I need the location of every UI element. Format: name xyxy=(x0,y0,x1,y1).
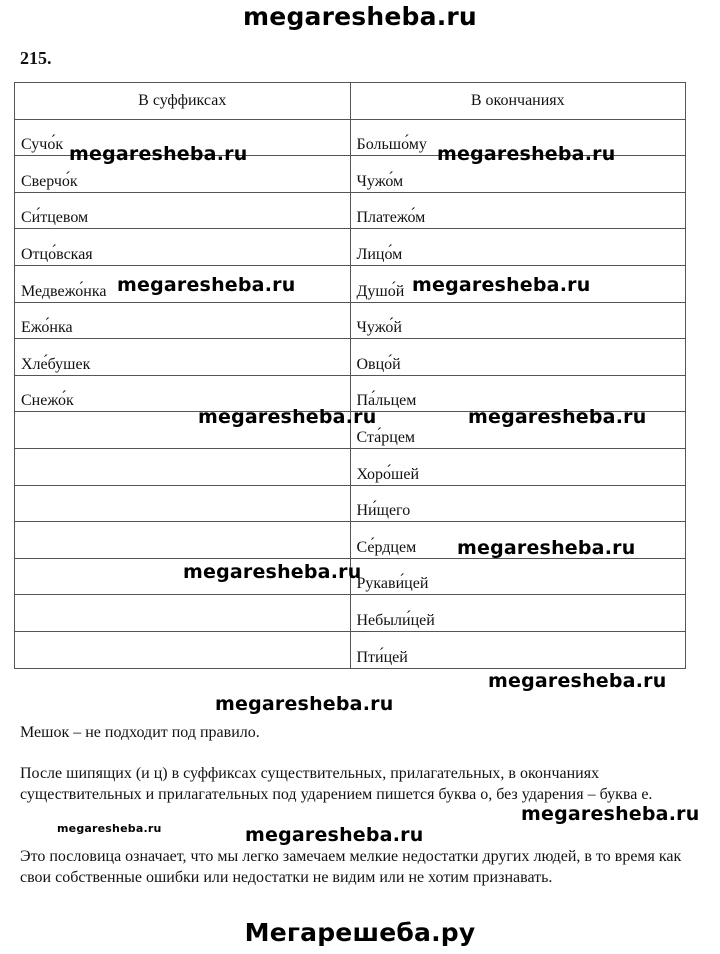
suffix-cell: Снежо́к xyxy=(15,375,351,412)
watermark-overlay: megaresheba.ru xyxy=(412,274,591,296)
watermark-overlay: megaresheba.ru xyxy=(521,803,700,825)
suffix-cell xyxy=(15,595,351,632)
table-row xyxy=(15,302,686,339)
suffix-cell: Сучо́к xyxy=(15,119,351,156)
table-row xyxy=(15,339,686,376)
ending-cell: Ста́рцем xyxy=(350,412,686,449)
ending-cell: Ни́щего xyxy=(350,485,686,522)
footer-brand: Мегарешеба.ру xyxy=(244,918,476,947)
suffix-cell: Си́тцевом xyxy=(15,192,351,229)
ending-cell: Па́льцем xyxy=(350,375,686,412)
ending-cell: Лицо́м xyxy=(350,229,686,266)
suffix-cell: Медвежо́нка xyxy=(15,265,351,302)
suffix-cell: Отцо́вская xyxy=(15,229,351,266)
suffix-cell xyxy=(15,631,351,668)
watermark-overlay: megaresheba.ru xyxy=(198,406,377,428)
suffix-cell: Сверчо́к xyxy=(15,156,351,193)
suffix-cell xyxy=(15,522,351,559)
watermark-small: megaresheba.ru xyxy=(57,822,162,835)
ending-cell: Небыли́цей xyxy=(350,595,686,632)
ending-cell: Платежо́м xyxy=(350,192,686,229)
ending-cell: Хоро́шей xyxy=(350,448,686,485)
suffix-cell: Хле́бушек xyxy=(15,339,351,376)
table-row xyxy=(15,192,686,229)
header-suffixes: В суффиксах xyxy=(15,83,351,120)
watermark-overlay: megaresheba.ru xyxy=(457,537,636,559)
watermark-overlay: megaresheba.ru xyxy=(245,824,424,846)
table-row xyxy=(15,631,686,668)
site-watermark-top: megaresheba.ru xyxy=(243,2,477,31)
proverb-paragraph: Это пословица означает, что мы легко замечаем мелкие недостатки других людей, в то время как свои собственные ошибки или недостатки не видим или не хотим признавать. xyxy=(20,848,682,886)
watermark-overlay: megaresheba.ru xyxy=(183,561,362,583)
suffix-cell xyxy=(15,448,351,485)
task-number: 215. xyxy=(20,48,52,68)
table-row xyxy=(15,448,686,485)
ending-cell: Чужо́й xyxy=(350,302,686,339)
table-row xyxy=(15,595,686,632)
watermark-overlay: megaresheba.ru xyxy=(488,670,667,692)
suffix-cell xyxy=(15,485,351,522)
ending-cell: Душо́й xyxy=(350,265,686,302)
ending-cell: Чужо́м xyxy=(350,156,686,193)
ending-cell: Большо́му xyxy=(350,119,686,156)
table-row xyxy=(15,229,686,266)
watermark-overlay: megaresheba.ru xyxy=(468,406,647,428)
watermark-overlay: megaresheba.ru xyxy=(437,143,616,165)
ending-cell: Пти́цей xyxy=(350,631,686,668)
rule-paragraph: После шипящих (и ц) в суффиксах существительных, прилагательных, в окончаниях существительных и прилагательных под ударением пишется буква о, без ударения – буква е. xyxy=(20,765,653,803)
ending-cell: Се́рдцем xyxy=(350,522,686,559)
table-row xyxy=(15,485,686,522)
watermark-overlay: megaresheba.ru xyxy=(117,274,296,296)
watermark-overlay: megaresheba.ru xyxy=(69,143,248,165)
suffix-cell: Ежо́нка xyxy=(15,302,351,339)
ending-cell: Овцо́й xyxy=(350,339,686,376)
watermark-overlay: megaresheba.ru xyxy=(215,693,394,715)
exception-note: Мешок – не подходит под правило. xyxy=(20,724,260,741)
header-endings: В окончаниях xyxy=(350,83,686,120)
ending-cell: Рукави́цей xyxy=(350,558,686,595)
table-header-row xyxy=(15,83,686,120)
